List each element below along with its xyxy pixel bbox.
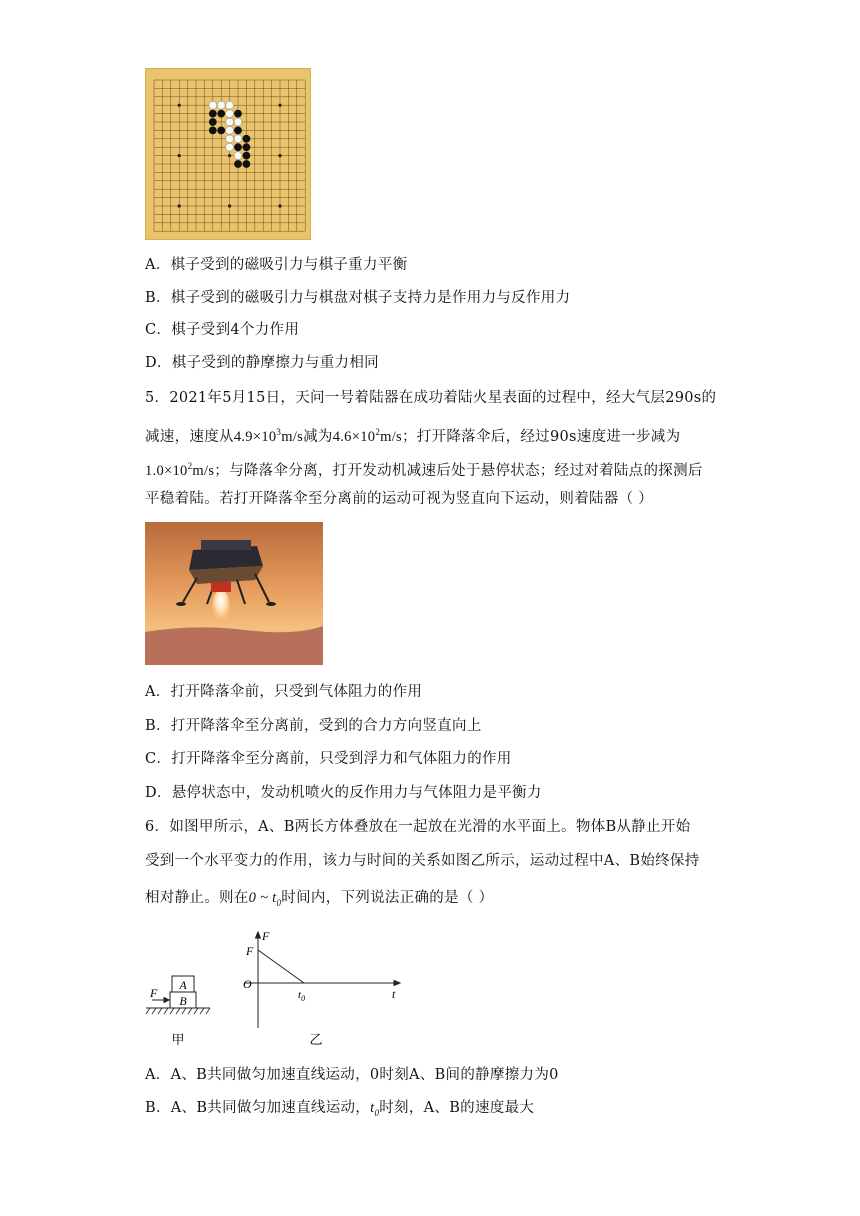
black-stone [243,152,251,160]
q6-option-a: A．A、B共同做匀加速直线运动，0时刻A、B间的静摩擦力为0 [145,1067,559,1083]
q5-option-d: D．悬停状态中，发动机喷火的反作用力与气体阻力是平衡力 [145,785,542,801]
origin-label: O [243,977,252,991]
black-stone [209,110,217,118]
q5-stem-line4: 平稳着陆。若打开降落伞至分离前的运动可视为竖直向下运动，则着陆器（ ） [145,491,654,507]
white-stone [234,152,242,160]
q5-option-b: B．打开降落伞至分离前，受到的合力方向竖直向上 [145,718,482,734]
block-b-label: B [179,994,187,1008]
q4-option-d: D．棋子受到的静摩擦力与重力相同 [145,355,379,371]
white-stone [234,118,242,126]
white-stone [226,101,234,109]
f-t-line [258,950,304,983]
q6-stem-line3: 相对静止。则在0 ~ $t_0$时间内，下列说法正确的是（ ） [145,890,494,908]
q6-figure [140,926,410,1054]
go-board-image [145,68,311,240]
white-stone [226,110,234,118]
white-stone [226,118,234,126]
black-stone [217,127,225,135]
q6-stem-line2: 受到一个水平变力的作用，该力与时间的关系如图乙所示，运动过程中A、B始终保持 [145,853,700,869]
black-stone [234,160,242,168]
white-stone [226,135,234,143]
black-stone [243,135,251,143]
black-stone [234,127,242,135]
q5-option-a: A．打开降落伞前，只受到气体阻力的作用 [145,684,423,700]
white-stone [226,127,234,135]
white-stone [217,101,225,109]
label-yi: 乙 [309,1033,323,1048]
axis-f-label: F [262,929,270,943]
q5-stem-line2: 减速，速度从$4.9\times 10^3m/s$减为$4.6\times 10^2m/s$；打开降落伞后，经过90s速度进一步减为 [145,427,681,445]
black-stone [209,127,217,135]
black-stone [243,143,251,151]
star-point [278,104,281,107]
mars-lander-image [145,522,323,665]
q5-stem-line3: $1.0\times 10^2m/s$；与降落伞分离，打开发动机减速后处于悬停状态；经过对着陆点的探测后 [145,461,703,479]
t0-label: $t_0$ [298,989,306,1003]
axis-t-label: t [392,987,396,1001]
q4-option-b: B．棋子受到的磁吸引力与棋盘对棋子支持力是作用力与反作用力 [145,290,571,306]
black-stone [234,143,242,151]
star-point [278,154,281,157]
star-point [178,204,181,207]
q4-option-a: A．棋子受到的磁吸引力与棋子重力平衡 [145,257,408,273]
star-point [178,154,181,157]
star-point [178,104,181,107]
star-point [228,154,231,157]
label-jia: 甲 [171,1033,185,1048]
black-stone [209,118,217,126]
white-stone [209,101,217,109]
black-stone [217,110,225,118]
q4-option-c: C．棋子受到4个力作用 [145,322,300,338]
q5-option-c: C．打开降落伞至分离前，只受到浮力和气体阻力的作用 [145,751,512,767]
black-stone [243,160,251,168]
white-stone [226,143,234,151]
q6-stem-line1: 6．如图甲所示，A、B两长方体叠放在一起放在光滑的水平面上。物体B从静止开始 [145,819,691,835]
star-point [228,204,231,207]
black-stone [234,110,242,118]
f0-label: F [246,944,254,958]
white-stone [234,135,242,143]
force-label: F [150,986,158,1000]
figure-yi [244,932,400,1028]
q5-stem-line1: 5．2021年5月15日，天问一号着陆器在成功着陆火星表面的过程中，经大气层290s的 [145,390,717,406]
block-a-label: A [179,978,187,992]
star-point [278,204,281,207]
q6-option-b: B．A、B共同做匀加速直线运动，$t_0$时刻，A、B的速度最大 [145,1100,535,1118]
